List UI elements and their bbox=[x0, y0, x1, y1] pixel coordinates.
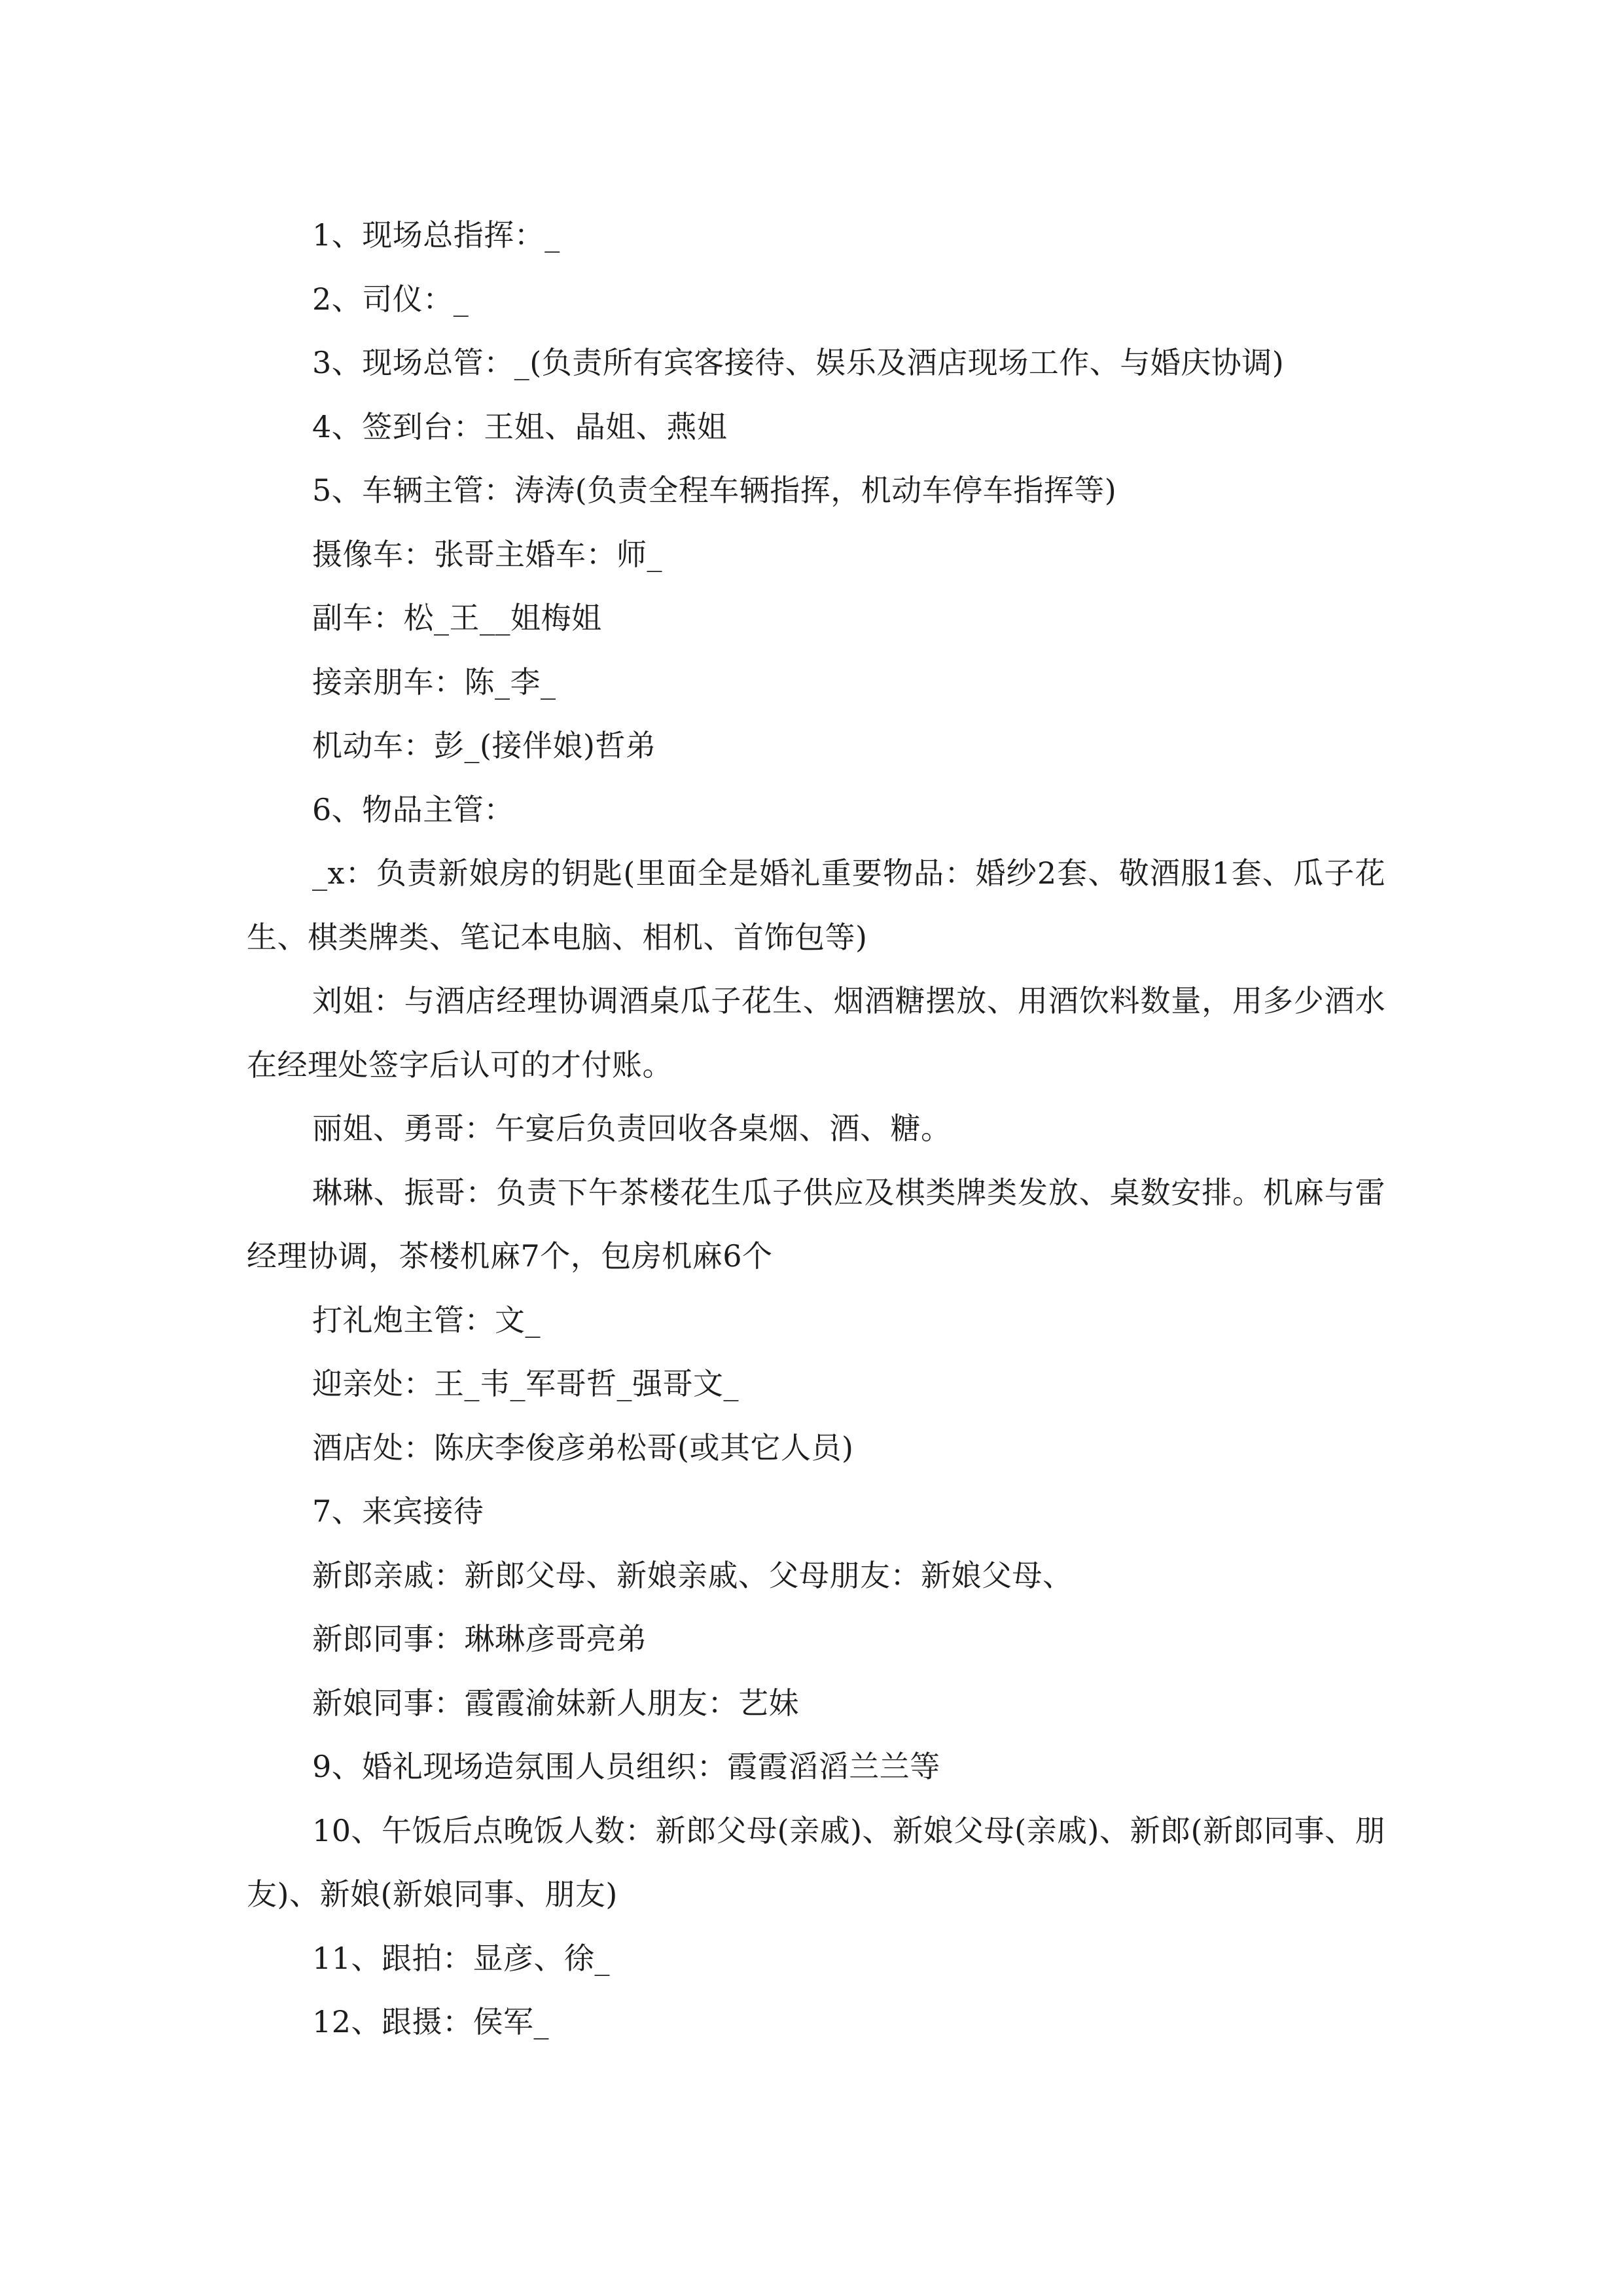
list-item-atmosphere-team: 9、婚礼现场造氛围人员组织：霞霞滔滔兰兰等 bbox=[312, 1749, 940, 1784]
list-item-sign-in-desk: 4、签到台：王姐、晶姐、燕姐 bbox=[312, 408, 728, 444]
list-item-dinner-headcount: 10、午饭后点晚饭人数：新郎父母(亲戚)、新娘父母(亲戚)、新郎(新郎同事、朋友)、新娘(新娘同事、朋友) bbox=[247, 1812, 1385, 1912]
list-item-li-jie-yong-ge-duties: 丽姐、勇哥：午宴后负责回收各桌烟、酒、糖。 bbox=[312, 1111, 952, 1146]
list-item-teahouse-duties: 琳琳、振哥：负责下午茶楼花生瓜子供应及棋类牌类发放、桌数安排。机麻与雷经理协调，茶楼机麻7个，包房机麻6个 bbox=[247, 1174, 1385, 1274]
list-item-on-site-commander: 1、现场总指挥：_ bbox=[312, 217, 560, 253]
list-item-salute-manager: 打礼炮主管：文_ bbox=[312, 1302, 541, 1338]
list-item-pickup-car: 接亲朋车：陈_李_ bbox=[312, 664, 556, 700]
list-item-video-follow: 12、跟摄：侯军_ bbox=[312, 2004, 550, 2039]
list-item-groom-relatives: 新郎亲戚：新郎父母、新娘亲戚、父母朋友：新娘父母、 bbox=[312, 1557, 1073, 1593]
list-item-bride-colleagues: 新娘同事：霞霞渝妹新人朋友：艺妹 bbox=[312, 1685, 799, 1721]
list-item-secondary-car: 副车：松_王__姐梅姐 bbox=[312, 600, 602, 636]
list-item-camera-car: 摄像车：张哥主婚车：师_ bbox=[312, 536, 662, 572]
list-item-photo-follow: 11、跟拍：显彦、徐_ bbox=[312, 1940, 611, 1976]
list-item-emcee: 2、司仪：_ bbox=[312, 281, 469, 317]
list-item-vehicle-manager: 5、车辆主管：涛涛(负责全程车辆指挥，机动车停车指挥等) bbox=[312, 473, 1117, 508]
list-item-hotel-point: 酒店处：陈庆李俊彦弟松哥(或其它人员) bbox=[312, 1429, 854, 1465]
document-body bbox=[247, 204, 1385, 2054]
list-item-guest-reception: 7、来宾接待 bbox=[312, 1494, 484, 1529]
list-item-liu-jie-duties: 刘姐：与酒店经理协调酒桌瓜子花生、烟酒糖摆放、用酒饮料数量，用多少酒水在经理处签字后认可的才付账。 bbox=[247, 983, 1385, 1083]
list-item-site-manager: 3、现场总管：_(负责所有宾客接待、娱乐及酒店现场工作、与婚庆协调) bbox=[312, 345, 1285, 380]
list-item-supplies-manager: 6、物品主管： bbox=[312, 791, 514, 827]
list-item-utility-car: 机动车：彭_(接伴娘)哲弟 bbox=[312, 728, 656, 763]
list-item-bridal-room-keys: _x：负责新娘房的钥匙(里面全是婚礼重要物品：婚纱2套、敬酒服1套、瓜子花生、棋类牌类、笔记本电脑、相机、首饰包等) bbox=[247, 855, 1385, 955]
list-item-groom-colleagues: 新郎同事：琳琳彦哥亮弟 bbox=[312, 1621, 647, 1657]
list-item-welcome-point: 迎亲处：王_韦_军哥哲_强哥文_ bbox=[312, 1366, 739, 1401]
